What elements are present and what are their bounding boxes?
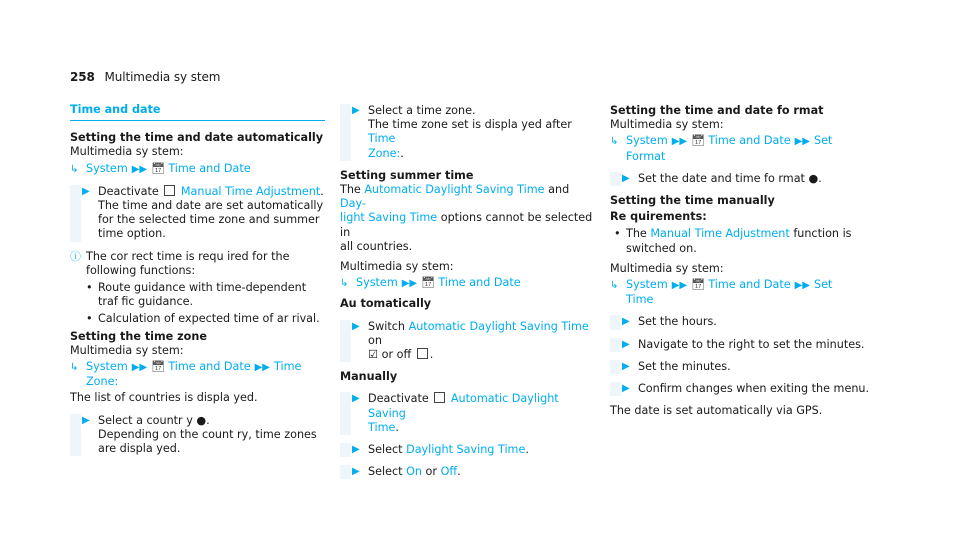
system-link[interactable]: System [626,278,668,292]
header-title: Multimedia sy stem [104,70,221,84]
system-link[interactable]: System [86,161,128,175]
step-deactivate [70,185,325,242]
step-text: Deactivate [98,184,159,198]
time-zone-link[interactable]: Time [273,360,302,374]
gps-text: The date is set automatically via GPS. [610,404,823,418]
time-and-date-link[interactable]: Time and Date [438,276,521,290]
dst-select-link[interactable]: Daylight Saving Time [406,443,526,457]
set-time-link-2[interactable]: Time [626,293,654,307]
menu-path [70,162,325,177]
step-explanation: The time zone set is displa yed after [368,118,572,132]
step-select-on-off: ▶ Select On or Off. [340,465,595,479]
adst-switch-link[interactable]: Automatic Daylight Saving Time [408,319,589,333]
period: . [320,184,324,198]
list-item: • Calculation of expected time of ar rival. [86,312,320,326]
time-and-date-link[interactable]: Time and Date [168,360,251,374]
format-heading: Setting the time and date fo rmat [610,104,824,117]
manual-time-adjustment-link[interactable]: Manual Time Adjustment [180,184,321,198]
step-icon: ▶ [622,360,630,372]
step-icon: ▶ [352,320,360,332]
time-zone-link-2[interactable]: Zone: [86,375,119,389]
step-set-hours: ▶ Set the hours. [610,315,880,329]
column-3 [610,104,880,418]
step-confirm: ▶ Confirm changes when exiting the menu. [610,382,880,396]
system-link[interactable]: System [356,276,398,290]
column-1 [70,103,325,464]
return-arrow-icon: ↳ [70,362,79,374]
time-zone-link[interactable]: Time [368,132,396,146]
time-and-date-link[interactable]: Time and Date [708,134,791,148]
time-zone-link-2[interactable]: Zone: [368,146,401,160]
checkbox-icon [164,185,175,196]
double-chevron-icon: ▶▶ [131,163,148,175]
summer-heading: Setting summer time [340,168,474,182]
list-item: • Route guidance with time-dependent traf fic guidance. [86,281,307,309]
return-arrow-icon: ↳ [610,280,619,292]
mm-system-label: Multimedia sy stem: [610,261,724,275]
requirements-label: Re quirements: [610,210,707,224]
mm-system-label: Multimedia sy stem: [70,145,184,159]
calendar-icon: 📅︎ [691,278,706,292]
step-text: Select a countr y ●. [98,413,210,427]
system-link[interactable]: System [626,134,668,148]
automatically-heading: Au tomatically [340,297,432,311]
double-chevron-icon: ▶▶ [794,136,810,148]
double-chevron-icon: ▶▶ [671,136,688,148]
step-icon: ▶ [622,316,630,328]
calendar-icon: 📅︎ [691,134,706,148]
summer-paragraph: The Automatic Daylight Saving Time and Day- light Saving Time options cannot be selected in all countries. [340,183,593,253]
return-arrow-icon: ↳ [340,278,349,290]
double-chevron-icon: ▶▶ [131,362,148,374]
step-text: Select a time zone. [368,104,476,117]
step-icon: ▶ [352,393,360,405]
mm-system-label: Multimedia sy stem: [340,260,454,274]
step-navigate: ▶ Navigate to the right to set the minutes. [610,338,880,352]
page-header [70,70,220,84]
list-item: • The Manual Time Adjustment function is switched on. [614,227,852,255]
double-chevron-icon: ▶▶ [794,280,810,292]
step-deactivate-ads: ▶ Deactivate Automatic Daylight Saving Time. [340,392,595,435]
note [70,250,325,278]
deactivate-explanation: The time and date are set automatically for the selected time zone and summer time option. [98,199,324,241]
on-link[interactable]: On [406,465,422,479]
time-and-date-link[interactable]: Time and Date [168,161,251,175]
ads-link-2[interactable]: Time [368,420,396,434]
note-text: The cor rect time is requ ired for the following functions: [86,249,290,277]
step-select-dst: ▶ Select Daylight Saving Time. [340,443,595,457]
return-arrow-icon: ↳ [610,136,619,148]
list-item-text: Route guidance with time-dependent traf fic guidance. [98,281,307,309]
double-chevron-icon: ▶▶ [401,278,418,290]
calendar-icon: 📅︎ [151,161,166,175]
step-icon: ▶ [622,338,630,350]
info-icon: ⓘ [70,249,81,263]
return-arrow-icon: ↳ [70,163,79,175]
step-icon: ▶ [352,105,360,116]
time-and-date-link[interactable]: Time and Date [708,278,791,292]
set-format-link[interactable]: Set [813,134,833,148]
period: . [400,146,404,160]
checkbox-checked-icon: ☑ [368,348,379,362]
step-icon: ▶ [82,414,90,426]
calendar-icon: 📅︎ [421,276,436,290]
manual-time-adjustment-link[interactable]: Manual Time Adjustment [650,227,790,241]
mm-system-label: Multimedia sy stem: [610,118,724,132]
step-switch: ▶ Switch Automatic Daylight Saving Time on ☑ or off . [340,320,595,363]
set-format-link-2[interactable]: Format [626,149,666,163]
zone-list-text: The list of countries is displa yed. [70,391,258,405]
dst-link-2[interactable]: light Saving Time [340,211,438,225]
manually-heading: Manually [340,370,398,384]
menu-path [610,278,880,307]
calendar-icon: 📅︎ [151,360,166,374]
step-icon: ▶ [622,172,630,184]
step-explanation: Depending on the count ry, time zones are displa yed. [98,427,317,456]
menu-path [610,134,880,163]
off-link[interactable]: Off [440,465,458,479]
page-number: 258 [70,70,95,84]
section-title: Time and date [70,103,325,121]
auto-heading: Setting the time and date automatically [70,131,324,145]
system-link[interactable]: System [86,360,128,374]
step-icon: ▶ [352,466,360,478]
menu-path [340,276,595,291]
zone-heading: Setting the time zone [70,329,207,343]
step-set-format: ▶ Set the date and time fo rmat ●. [610,172,880,186]
checkbox-icon [417,348,428,359]
menu-path [70,360,325,389]
step-icon: ▶ [622,383,630,395]
step-select-zone [340,104,595,161]
step-icon: ▶ [352,444,360,456]
manual-heading: Setting the time manually [610,194,775,208]
column-2 [340,104,595,487]
dst-link[interactable]: Day- [340,197,366,211]
double-chevron-icon: ▶▶ [671,280,688,292]
step-set-minutes: ▶ Set the minutes. [610,360,880,374]
adst-link[interactable]: Automatic Daylight Saving Time [364,183,545,197]
set-time-link[interactable]: Set [813,278,833,292]
double-chevron-icon: ▶▶ [254,362,270,374]
step-icon: ▶ [82,185,90,197]
ads-link[interactable]: Automatic Daylight Saving [368,392,559,420]
step-select-country [70,414,325,457]
mm-system-label: Multimedia sy stem: [70,343,184,357]
list-item-text: Calculation of expected time of ar rival. [98,312,320,326]
checkbox-icon [434,392,445,403]
